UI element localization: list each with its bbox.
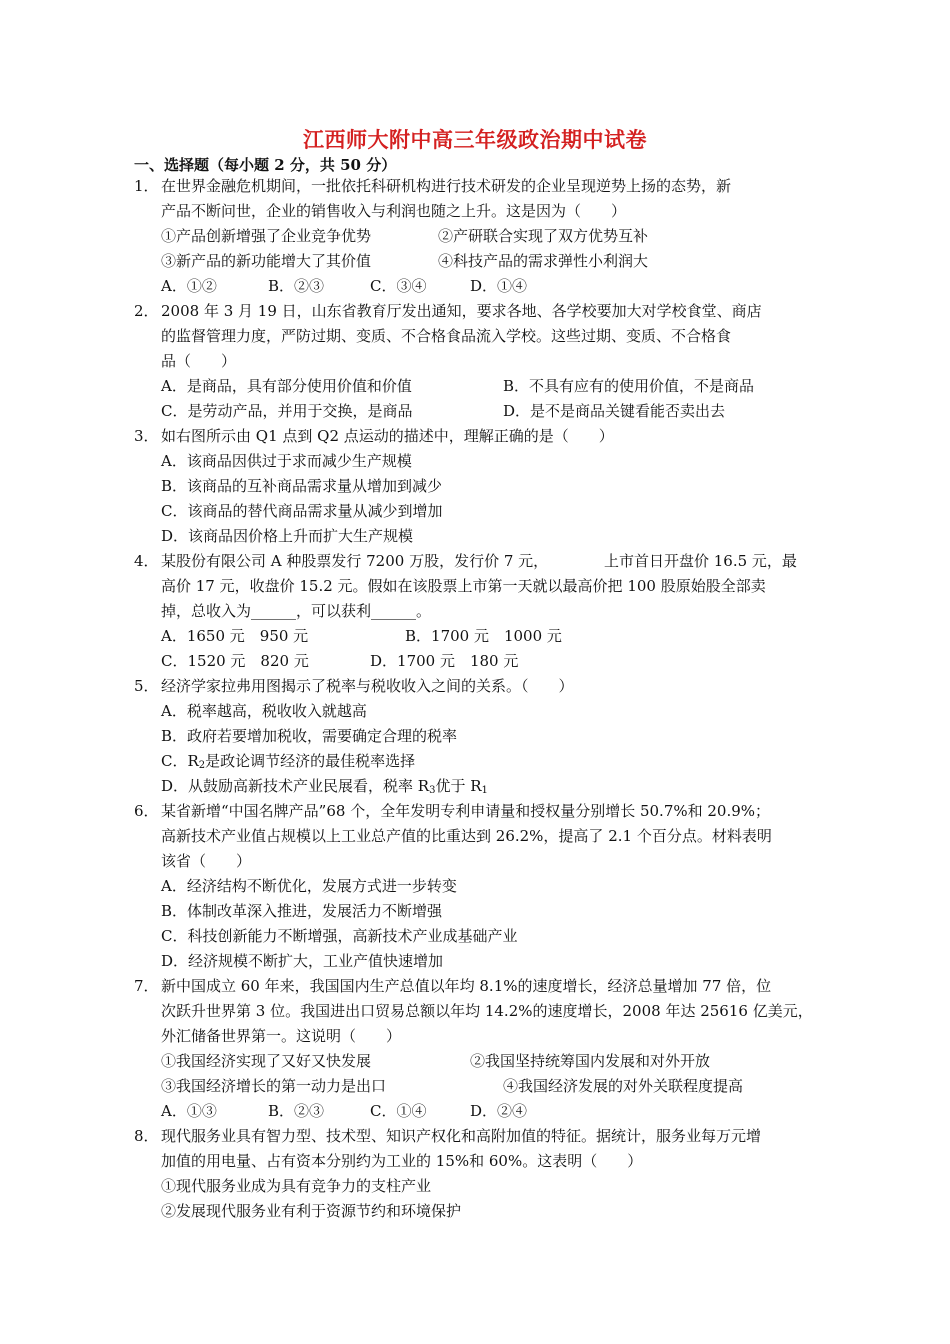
- question-text: 掉，总收入为______，可以获利______。: [161, 602, 432, 620]
- question-text: 某股份有限公司 A 种股票发行 7200 万股，发行价 7 元，: [161, 552, 549, 570]
- statement-option: ①产品创新增强了企业竞争优势: [161, 227, 372, 245]
- question-text: 品（ ）: [161, 352, 237, 370]
- answer-choice: A．①②: [161, 277, 217, 295]
- question-number: 1．: [134, 177, 159, 195]
- question-text: 产品不断问世，企业的销售收入与利润也随之上升。这是因为（ ）: [161, 202, 627, 220]
- answer-choice: A．是商品，具有部分使用价值和价值: [161, 377, 412, 395]
- answer-choice: B．不具有应有的使用价值，不是商品: [503, 377, 755, 395]
- answer-choice: B．该商品的互补商品需求量从增加到减少: [161, 477, 443, 495]
- answer-choice: B．②③: [268, 1102, 325, 1120]
- answer-choice: A．经济结构不断优化，发展方式进一步转变: [161, 877, 457, 895]
- question-number: 8．: [134, 1127, 159, 1145]
- question-text: 该省（ ）: [161, 852, 252, 870]
- question-text: 经济学家拉弗用图揭示了税率与税收收入之间的关系。（ ）: [161, 677, 574, 695]
- answer-choice: D．该商品因价格上升而扩大生产规模: [161, 527, 414, 545]
- statement-option: ①现代服务业成为具有竞争力的支柱产业: [161, 1177, 432, 1195]
- statement-option: ②我国坚持统筹国内发展和对外开放: [470, 1052, 711, 1070]
- answer-choice: C．$R_2$是政论调节经济的最佳税率选择: [161, 752, 416, 771]
- answer-choice: C．1520 元 820 元: [161, 652, 309, 670]
- answer-choice: D．1700 元 180 元: [370, 652, 519, 670]
- question-text: 上市首日开盘价 16.5 元，最: [604, 552, 797, 570]
- answer-choice: A．税率越高，税收收入就越高: [161, 702, 367, 720]
- statement-option: ④科技产品的需求弹性小利润大: [438, 252, 649, 270]
- statement-option: ④我国经济发展的对外关联程度提高: [503, 1077, 744, 1095]
- section-heading: 一、选择题（每小题 2 分，共 50 分）: [134, 156, 397, 174]
- page-title: 江西师大附中高三年级政治期中试卷: [303, 127, 647, 152]
- answer-choice: B．体制改革深入推进，发展活力不断增强: [161, 902, 443, 920]
- question-text: 如右图所示由 Q1 点到 Q2 点运动的描述中，理解正确的是（ ）: [161, 427, 614, 445]
- question-number: 2．: [134, 302, 159, 320]
- answer-choice: B．②③: [268, 277, 325, 295]
- answer-choice: D．是不是商品关键看能否卖出去: [503, 402, 726, 420]
- question-text: 2008 年 3 月 19 日，山东省教育厅发出通知，要求各地、各学校要加大对学校食堂、商店: [161, 302, 762, 320]
- question-text: 外汇储备世界第一。这说明（ ）: [161, 1027, 402, 1045]
- answer-choice: C．①④: [370, 1102, 427, 1120]
- answer-choice: C．③④: [370, 277, 427, 295]
- answer-choice: D．从鼓励高新技术产业民展看，税率 $R_3$优于 $R_1$: [161, 777, 488, 796]
- question-text: 新中国成立 60 年来，我国国内生产总值以年均 8.1%的速度增长，经济总量增加 77 倍，位: [161, 977, 772, 995]
- question-text: 现代服务业具有智力型、技术型、知识产权化和高附加值的特征。据统计，服务业每万元增: [161, 1127, 762, 1145]
- answer-choice: B．政府若要增加税收，需要确定合理的税率: [161, 727, 458, 745]
- question-text: 次跃升世界第 3 位。我国进出口贸易总额以年均 14.2%的速度增长，2008 年达 25616 亿美元，: [161, 1002, 813, 1020]
- question-number: 5．: [134, 677, 159, 695]
- answer-choice: C．科技创新能力不断增强，高新技术产业成基础产业: [161, 927, 518, 945]
- question-text: 加值的用电量、占有资本分别约为工业的 15%和 60%。这表明（ ）: [161, 1152, 643, 1170]
- question-number: 3．: [134, 427, 159, 445]
- question-text: 在世界金融危机期间，一批依托科研机构进行技术研发的企业呈现逆势上扬的态势，新: [161, 177, 732, 195]
- answer-choice: A．该商品因供过于求而减少生产规模: [161, 452, 412, 470]
- question-text: 高新技术产业值占规模以上工业总产值的比重达到 26.2%，提高了 2.1 个百分点。材料表明: [161, 827, 772, 845]
- question-number: 7．: [134, 977, 159, 995]
- statement-option: ②发展现代服务业有利于资源节约和环境保护: [161, 1202, 462, 1220]
- answer-choice: A．1650 元 950 元: [161, 627, 309, 645]
- question-text: 的监督管理力度，严防过期、变质、不合格食品流入学校。这些过期、变质、不合格食: [161, 327, 732, 345]
- answer-choice: D．①④: [470, 277, 528, 295]
- question-number: 6．: [134, 802, 159, 820]
- question-number: 4．: [134, 552, 159, 570]
- answer-choice: B．1700 元 1000 元: [405, 627, 562, 645]
- statement-option: ①我国经济实现了又好又快发展: [161, 1052, 372, 1070]
- question-text: 某省新增“中国名牌产品”68 个，全年发明专利申请量和授权量分别增长 50.7%和 20.9%；: [161, 802, 771, 820]
- statement-option: ③我国经济增长的第一动力是出口: [161, 1077, 387, 1095]
- answer-choice: C．该商品的替代商品需求量从减少到增加: [161, 502, 443, 520]
- answer-choice: C．是劳动产品，并用于交换，是商品: [161, 402, 413, 420]
- statement-option: ②产研联合实现了双方优势互补: [438, 227, 649, 245]
- answer-choice: A．①③: [161, 1102, 217, 1120]
- statement-option: ③新产品的新功能增大了其价值: [161, 252, 372, 270]
- question-text: 高价 17 元，收盘价 15.2 元。假如在该股票上市第一天就以最高价把 100 股原始股全部卖: [161, 577, 766, 595]
- answer-choice: D．经济规模不断扩大，工业产值快速增加: [161, 952, 444, 970]
- answer-choice: D．②④: [470, 1102, 528, 1120]
